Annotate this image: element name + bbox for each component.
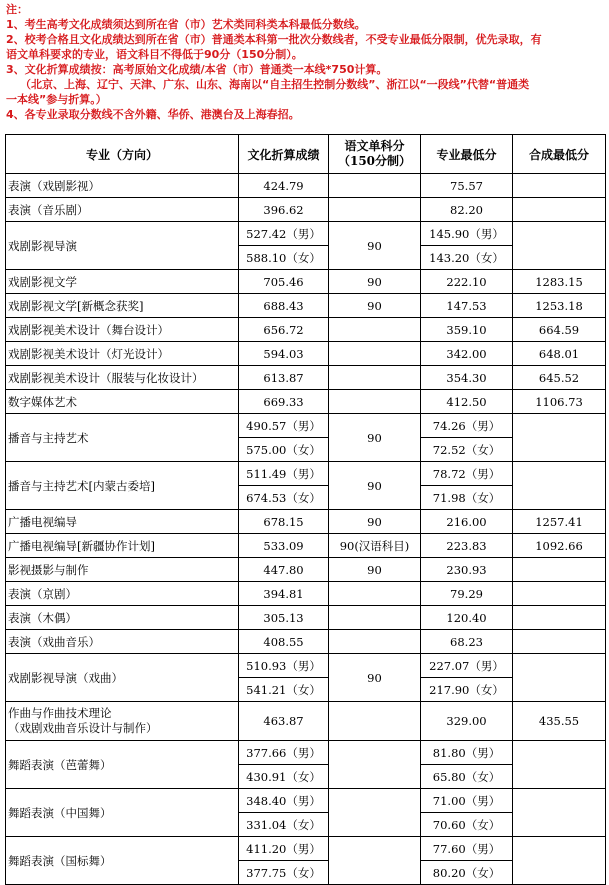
table-row: [6, 534, 606, 558]
cell-chinese: [329, 702, 421, 741]
table-header-row: [6, 135, 606, 174]
cell-professional: 147.53: [421, 294, 513, 318]
cell-major: 表演（戏曲音乐）: [6, 630, 239, 654]
cell-culture: 510.93（男）: [239, 654, 329, 678]
cell-major: 戏剧影视文学[新概念获奖]: [6, 294, 239, 318]
table-row: [6, 222, 606, 246]
cell-culture: 527.42（男）: [239, 222, 329, 246]
cell-culture: 656.72: [239, 318, 329, 342]
cell-composite: [513, 174, 606, 198]
cell-composite: 1106.73: [513, 390, 606, 414]
cell-composite: [513, 654, 606, 702]
note-line-3: 语文单科要求的专业，语文科目不得低于90分（150分制）。: [6, 48, 303, 61]
cell-culture: 447.80: [239, 558, 329, 582]
table-row: [6, 741, 606, 765]
cell-culture: 377.75（女）: [239, 861, 329, 885]
cell-professional: 227.07（男）: [421, 654, 513, 678]
note-line-6: 一本线”参与折算。）: [6, 93, 107, 106]
notes-header: 注：: [6, 3, 28, 16]
note-line-2: 2、校考合格且文化成绩达到所在省（市）普通类本科第一批次分数线者，不受专业最低分限制，优先录取，有: [6, 33, 542, 46]
cell-chinese: 90: [329, 270, 421, 294]
cell-professional: 82.20: [421, 198, 513, 222]
cell-culture: 411.20（男）: [239, 837, 329, 861]
table-row: [6, 198, 606, 222]
cell-culture: 705.46: [239, 270, 329, 294]
table-row: [6, 606, 606, 630]
cell-chinese: 90: [329, 654, 421, 702]
cell-culture: 394.81: [239, 582, 329, 606]
cell-chinese: [329, 198, 421, 222]
cell-culture: 594.03: [239, 342, 329, 366]
cell-composite: [513, 558, 606, 582]
cell-chinese: 90: [329, 414, 421, 462]
cell-professional: 120.40: [421, 606, 513, 630]
cell-major: 广播电视编导[新疆协作计划]: [6, 534, 239, 558]
header-chinese: [329, 135, 421, 174]
table-row: [6, 837, 606, 861]
cell-culture: 688.43: [239, 294, 329, 318]
cell-composite: [513, 582, 606, 606]
cell-composite: [513, 789, 606, 837]
cell-major: 戏剧影视导演: [6, 222, 239, 270]
cell-major: 戏剧影视文学: [6, 270, 239, 294]
table-row: [6, 366, 606, 390]
cell-professional: 80.20（女）: [421, 861, 513, 885]
cell-professional: 329.00: [421, 702, 513, 741]
table-row: [6, 318, 606, 342]
cell-professional: 65.80（女）: [421, 765, 513, 789]
cell-composite: [513, 606, 606, 630]
cell-chinese: [329, 342, 421, 366]
cell-chinese: [329, 606, 421, 630]
cell-chinese: [329, 318, 421, 342]
cell-culture: 588.10（女）: [239, 246, 329, 270]
table-row: [6, 510, 606, 534]
cell-professional: 222.10: [421, 270, 513, 294]
cell-chinese: [329, 789, 421, 837]
table-row: [6, 789, 606, 813]
table-row: [6, 702, 606, 741]
cell-major: 影视摄影与制作: [6, 558, 239, 582]
cell-major: 播音与主持艺术[内蒙古委培]: [6, 462, 239, 510]
cell-professional: 354.30: [421, 366, 513, 390]
cell-professional: 342.00: [421, 342, 513, 366]
cell-composite: [513, 222, 606, 270]
header-major: 专业（方向）: [6, 135, 239, 174]
cell-major-line1: 作曲与作曲技术理论: [8, 706, 112, 720]
cell-professional: 81.80（男）: [421, 741, 513, 765]
cell-professional: 143.20（女）: [421, 246, 513, 270]
cell-culture: 613.87: [239, 366, 329, 390]
cell-professional: 223.83: [421, 534, 513, 558]
cell-professional: 230.93: [421, 558, 513, 582]
cell-major: 表演（戏剧影视）: [6, 174, 239, 198]
cell-composite: 435.55: [513, 702, 606, 741]
header-culture: 文化折算成绩: [239, 135, 329, 174]
table-row: [6, 582, 606, 606]
cell-composite: 1257.41: [513, 510, 606, 534]
table-row: [6, 558, 606, 582]
cell-chinese: 90(汉语科目): [329, 534, 421, 558]
cell-composite: 1253.18: [513, 294, 606, 318]
cell-composite: [513, 198, 606, 222]
cell-major: 戏剧影视美术设计（服装与化妆设计）: [6, 366, 239, 390]
cell-professional: 412.50: [421, 390, 513, 414]
cell-composite: 1092.66: [513, 534, 606, 558]
table-row: [6, 294, 606, 318]
note-line-7: 4、各专业录取分数线不含外籍、华侨、港澳台及上海春招。: [6, 108, 300, 121]
cell-major: 舞蹈表演（国标舞）: [6, 837, 239, 885]
cell-professional: 216.00: [421, 510, 513, 534]
table-row: [6, 630, 606, 654]
cell-culture: 396.62: [239, 198, 329, 222]
cell-chinese: 90: [329, 510, 421, 534]
cell-culture: 430.91（女）: [239, 765, 329, 789]
cell-professional: 72.52（女）: [421, 438, 513, 462]
table-row: [6, 462, 606, 486]
cell-chinese: [329, 582, 421, 606]
cell-chinese: [329, 390, 421, 414]
cell-composite: [513, 837, 606, 885]
cell-chinese: [329, 630, 421, 654]
header-chinese-line2: （150分制）: [337, 154, 412, 168]
table-row: [6, 654, 606, 678]
cell-professional: 74.26（男）: [421, 414, 513, 438]
cell-major: 表演（音乐剧）: [6, 198, 239, 222]
cell-professional: 71.00（男）: [421, 789, 513, 813]
cell-chinese: [329, 741, 421, 789]
table-row: [6, 270, 606, 294]
cell-major: 舞蹈表演（芭蕾舞）: [6, 741, 239, 789]
cell-chinese: 90: [329, 558, 421, 582]
cell-major: 戏剧影视美术设计（灯光设计）: [6, 342, 239, 366]
cell-culture: 377.66（男）: [239, 741, 329, 765]
cell-professional: 359.10: [421, 318, 513, 342]
cell-composite: 1283.15: [513, 270, 606, 294]
cell-professional: 71.98（女）: [421, 486, 513, 510]
header-professional: 专业最低分: [421, 135, 513, 174]
header-chinese-line1: 语文单科分: [344, 139, 405, 153]
note-line-5: （北京、上海、辽宁、天津、广东、山东、海南以“自主招生控制分数线”、浙江以“一段线”代替“普通类: [20, 78, 530, 91]
admission-score-table: [5, 134, 606, 885]
cell-composite: [513, 741, 606, 789]
cell-professional: 79.29: [421, 582, 513, 606]
cell-professional: 78.72（男）: [421, 462, 513, 486]
cell-composite: [513, 462, 606, 510]
cell-professional: 75.57: [421, 174, 513, 198]
cell-composite: 645.52: [513, 366, 606, 390]
cell-professional: 145.90（男）: [421, 222, 513, 246]
cell-major: 表演（京剧）: [6, 582, 239, 606]
cell-chinese: 90: [329, 222, 421, 270]
header-composite: 合成最低分: [513, 135, 606, 174]
cell-culture: 674.53（女）: [239, 486, 329, 510]
cell-culture: 511.49（男）: [239, 462, 329, 486]
cell-chinese: 90: [329, 462, 421, 510]
cell-culture: 408.55: [239, 630, 329, 654]
table-row: [6, 342, 606, 366]
cell-major: [6, 702, 239, 741]
cell-major: 戏剧影视美术设计（舞台设计）: [6, 318, 239, 342]
note-line-1: 1、考生高考文化成绩须达到所在省（市）艺术类同科类本科最低分数线。: [6, 18, 366, 31]
cell-culture: 463.87: [239, 702, 329, 741]
cell-culture: 490.57（男）: [239, 414, 329, 438]
cell-major: 戏剧影视导演（戏曲）: [6, 654, 239, 702]
cell-major: 播音与主持艺术: [6, 414, 239, 462]
cell-professional: 77.60（男）: [421, 837, 513, 861]
cell-culture: 424.79: [239, 174, 329, 198]
table-body: [6, 174, 606, 885]
cell-culture: 541.21（女）: [239, 678, 329, 702]
cell-culture: 575.00（女）: [239, 438, 329, 462]
cell-professional: 70.60（女）: [421, 813, 513, 837]
cell-culture: 305.13: [239, 606, 329, 630]
table-row: [6, 174, 606, 198]
table-row: [6, 414, 606, 438]
cell-culture: 331.04（女）: [239, 813, 329, 837]
notes-block: [6, 2, 606, 122]
cell-composite: 664.59: [513, 318, 606, 342]
cell-major: 舞蹈表演（中国舞）: [6, 789, 239, 837]
table-row: [6, 390, 606, 414]
cell-culture: 348.40（男）: [239, 789, 329, 813]
cell-chinese: 90: [329, 294, 421, 318]
cell-major: 数字媒体艺术: [6, 390, 239, 414]
cell-culture: 678.15: [239, 510, 329, 534]
cell-professional: 68.23: [421, 630, 513, 654]
cell-composite: [513, 630, 606, 654]
cell-culture: 669.33: [239, 390, 329, 414]
cell-major-line2: （戏剧戏曲音乐设计与制作）: [8, 721, 158, 735]
note-line-4: 3、文化折算成绩按：高考原始文化成绩/本省（市）普通类一本线*750计算。: [6, 63, 388, 76]
cell-professional: 217.90（女）: [421, 678, 513, 702]
cell-major: 表演（木偶）: [6, 606, 239, 630]
cell-culture: 533.09: [239, 534, 329, 558]
cell-composite: 648.01: [513, 342, 606, 366]
cell-chinese: [329, 366, 421, 390]
cell-major: 广播电视编导: [6, 510, 239, 534]
cell-chinese: [329, 837, 421, 885]
cell-chinese: [329, 174, 421, 198]
cell-composite: [513, 414, 606, 462]
